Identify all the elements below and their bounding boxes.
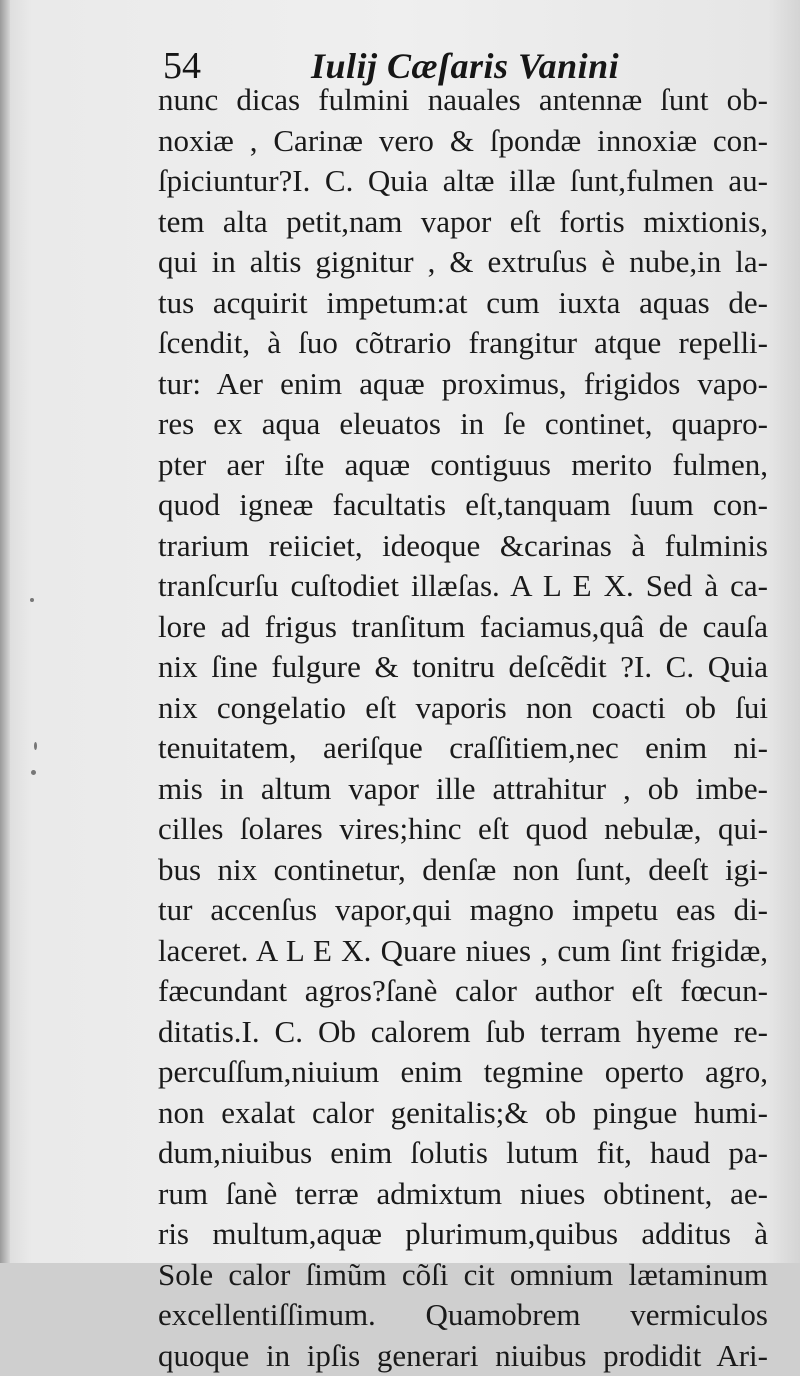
text-line: pter aer iſte aquæ contiguus merito fulmen, [158, 445, 768, 486]
text-line: cilles ſolares vires;hinc eſt quod nebulæ, qui- [158, 809, 768, 850]
text-line: tur accenſus vapor,qui magno impetu eas di- [158, 890, 768, 931]
text-line: tem alta petit,nam vapor eſt fortis mixtionis, [158, 202, 768, 243]
text-line: bus nix continetur, denſæ non ſunt, deeſt igi- [158, 850, 768, 891]
ink-speck [34, 742, 37, 750]
text-line: tenuitatem, aeriſque craſſitiem,nec enim ni- [158, 728, 768, 769]
text-line: fæcundant agros?ſanè calor author eſt fœcun- [158, 971, 768, 1012]
text-line: dum,niuibus enim ſolutis lutum fit, haud pa- [158, 1133, 768, 1174]
text-line: ditatis.I. C. Ob calorem ſub terram hyeme re- [158, 1012, 768, 1053]
text-line: excellentiſſimum. Quamobrem vermiculos [158, 1295, 768, 1336]
text-line: quoque in ipſis generari niuibus prodidit Ari- [158, 1336, 768, 1376]
text-line: lore ad frigus tranſitum faciamus,quâ de cauſa [158, 607, 768, 648]
text-line: trarium reiiciet, ideoque &carinas à fulminis [158, 526, 768, 567]
text-line: percuſſum,niuium enim tegmine operto agro, [158, 1052, 768, 1093]
text-line: non exalat calor genitalis;& ob pingue humi- [158, 1093, 768, 1134]
page-gutter-shadow [0, 0, 10, 1263]
text-line: mis in altum vapor ille attrahitur , ob imbe- [158, 769, 768, 810]
text-line: laceret. A L E X. Quare niues , cum ſint frigidæ, [158, 931, 768, 972]
text-line: nix congelatio eſt vaporis non coacti ob ſui [158, 688, 768, 729]
ink-speck [31, 770, 36, 775]
text-line: ſcendit, à ſuo cõtrario frangitur atque repelli- [158, 323, 768, 364]
text-line: ris multum,aquæ plurimum,quibus additus à [158, 1214, 768, 1255]
text-line: nix ſine fulgure & tonitru deſcẽdit ?I. C. Quia [158, 647, 768, 688]
page-number: 54 [163, 38, 201, 94]
text-line: Sole calor ſimũm cõſi cit omnium lætaminum [158, 1255, 768, 1296]
text-line: quod igneæ facultatis eſt,tanquam ſuum con- [158, 485, 768, 526]
running-head: Iulij Cæſaris Vanini [311, 38, 619, 94]
text-line: tus acquirit impetum:at cum iuxta aquas de- [158, 283, 768, 324]
text-line: tranſcurſu cuſtodiet illæſas. A L E X. Sed à ca- [158, 566, 768, 607]
ink-speck [30, 598, 34, 602]
text-line: res ex aqua eleuatos in ſe continet, quapro- [158, 404, 768, 445]
text-line: noxiæ , Carinæ vero & ſpondæ innoxiæ con- [158, 121, 768, 162]
body-text [158, 80, 768, 1376]
text-line: nunc dicas fulmini nauales antennæ ſunt ob- [158, 80, 768, 121]
text-line: rum ſanè terræ admixtum niues obtinent, ae- [158, 1174, 768, 1215]
text-line: tur: Aer enim aquæ proximus, frigidos vapo- [158, 364, 768, 405]
text-line: ſpiciuntur?I. C. Quia altæ illæ ſunt,fulmen au- [158, 161, 768, 202]
text-line: qui in altis gignitur , & extruſus è nube,in la- [158, 242, 768, 283]
